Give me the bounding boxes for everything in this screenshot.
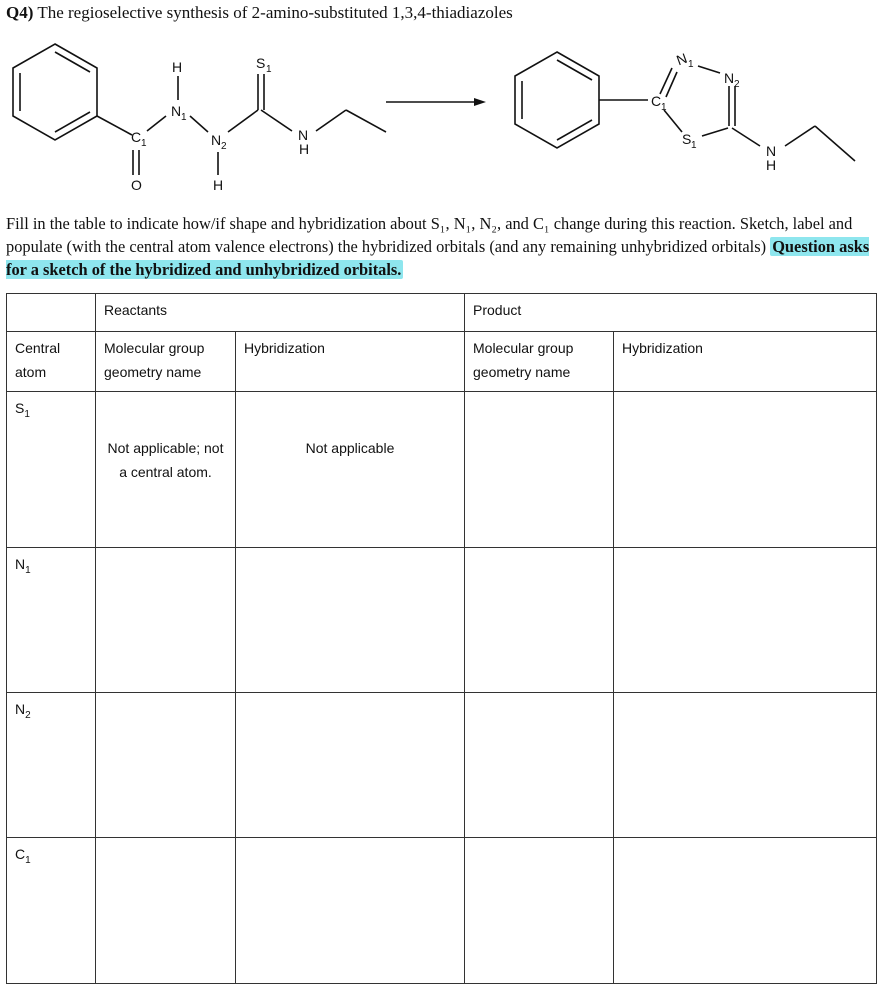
atom-subscript: 1: [25, 854, 31, 866]
atom-symbol: C: [15, 846, 26, 862]
atom-cell: [7, 693, 96, 838]
reactant-n1: N: [171, 103, 182, 119]
question-text: The regioselective synthesis of 2-amino-substituted 1,3,4-thiadiazoles: [37, 3, 513, 22]
product-nh-n: N: [766, 143, 777, 159]
product-c1: C: [651, 93, 662, 109]
question-number: Q4): [6, 3, 34, 22]
col-product-geometry: Molecular group geometry name: [465, 332, 614, 392]
reactant-s1: S: [256, 55, 266, 71]
atom-symbol: N: [15, 556, 26, 572]
section-header-row: [7, 294, 877, 332]
reactant-structure: [13, 44, 386, 175]
atom-subscript: 2: [25, 709, 31, 721]
reactant-nh-n: N: [298, 127, 309, 143]
product-nh-h: H: [766, 157, 777, 173]
reactant-hybridization-cell[interactable]: [236, 838, 465, 984]
reactant-c1-sub: 1: [141, 138, 147, 149]
product-geometry-cell[interactable]: [465, 693, 614, 838]
reactant-h-top: H: [172, 59, 183, 75]
instructions-text: Fill in the table to indicate how/if shape and hybridization about S₁, N₁, N₂, and C₁ change during this reaction. Sketch, label and populate (with the central atom valence electrons) the hybridized orbitals (and any remaining unhybridized orbitals): [6, 214, 853, 256]
product-hybridization-cell[interactable]: [614, 693, 877, 838]
product-s1-sub: 1: [691, 140, 697, 151]
reactant-nh-h: H: [299, 141, 310, 157]
atom-cell: [7, 548, 96, 693]
empty-corner-cell: [7, 294, 96, 332]
table-row: [7, 693, 877, 838]
product-geometry-cell[interactable]: [465, 838, 614, 984]
product-geometry-cell[interactable]: [465, 548, 614, 693]
product-n2-sub: 2: [734, 79, 740, 90]
col-reactant-geometry: Molecular group geometry name: [96, 332, 236, 392]
reaction-arrow: [386, 98, 486, 106]
question-title: [6, 3, 513, 23]
product-hybridization-cell[interactable]: [614, 838, 877, 984]
reactant-hybridization-cell[interactable]: Not applicable: [236, 392, 465, 548]
atom-cell: [7, 392, 96, 548]
reactant-hybridization-cell[interactable]: [236, 693, 465, 838]
product-geometry-cell[interactable]: [465, 392, 614, 548]
reactant-h-bottom: H: [213, 177, 224, 193]
reactant-geometry-cell[interactable]: [96, 838, 236, 984]
section-reactants: Reactants: [96, 294, 465, 332]
atom-cell: [7, 838, 96, 984]
product-n1: N: [674, 49, 690, 69]
col-product-hybridization: Hybridization: [614, 332, 877, 392]
atom-symbol: S: [15, 400, 25, 416]
product-hybridization-cell[interactable]: [614, 548, 877, 693]
atom-symbol: N: [15, 701, 26, 717]
reactant-geometry-cell[interactable]: [96, 548, 236, 693]
reactant-geometry-cell[interactable]: Not applicable; not a central atom.: [96, 392, 236, 548]
table-row: [7, 392, 877, 548]
reactant-n1-sub: 1: [181, 112, 187, 123]
atom-subscript: 1: [24, 408, 30, 420]
table-row: [7, 838, 877, 984]
reactant-o: O: [131, 177, 142, 193]
section-product: Product: [465, 294, 877, 332]
col-reactant-hybridization: Hybridization: [236, 332, 465, 392]
product-c1-sub: 1: [661, 102, 667, 113]
reactant-c1: C: [131, 129, 142, 145]
atom-subscript: 1: [25, 564, 31, 576]
reactant-n2: N: [211, 132, 222, 148]
reactant-geometry-cell[interactable]: [96, 693, 236, 838]
column-header-row: [7, 332, 877, 392]
reactant-hybridization-cell[interactable]: [236, 548, 465, 693]
instructions: [6, 212, 876, 281]
product-n2: N: [724, 70, 735, 86]
product-s1: S: [682, 131, 692, 147]
col-central-atom: Central atom: [7, 332, 96, 392]
product-hybridization-cell[interactable]: [614, 392, 877, 548]
reactant-n2-sub: 2: [221, 141, 227, 152]
reaction-scheme: [0, 28, 881, 203]
product-n1-sub: 1: [688, 59, 694, 70]
hybridization-table: [6, 293, 877, 984]
table-row: [7, 548, 877, 693]
highlighted-note: Question asks for a sketch of the hybridized and unhybridized orbitals.: [6, 237, 870, 279]
reactant-s1-sub: 1: [266, 64, 272, 75]
product-labels: [651, 50, 776, 173]
